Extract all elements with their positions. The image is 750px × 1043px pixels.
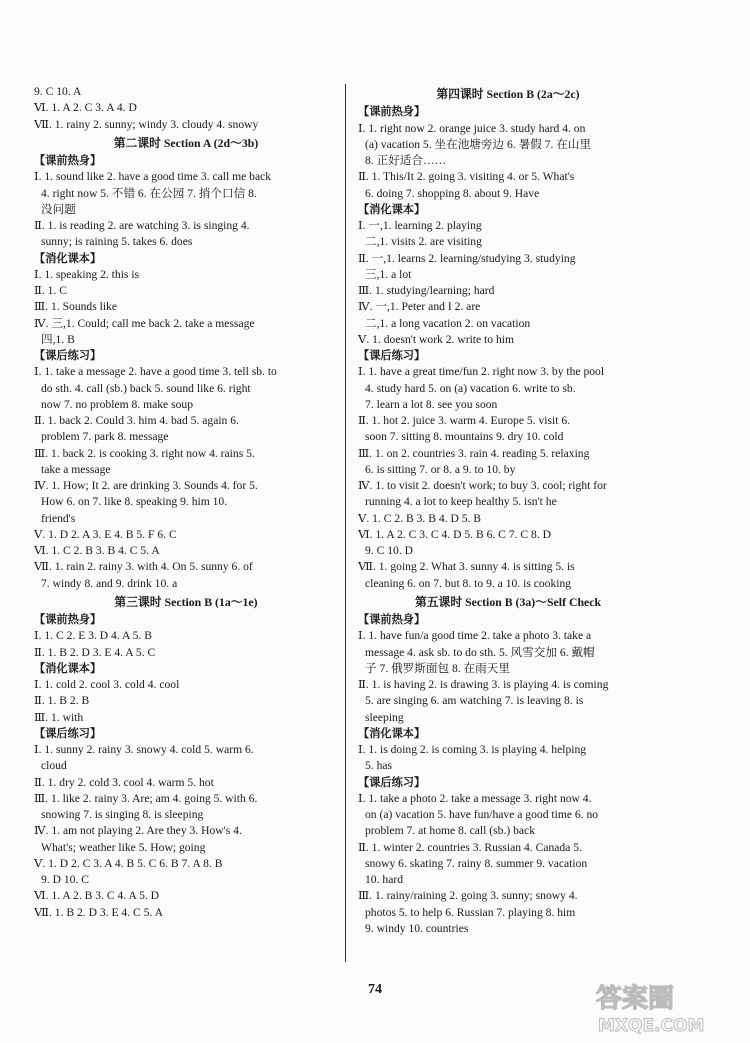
section-tag: 【课后练习】 (34, 350, 102, 362)
answer-line: Ⅳ. 1. am not playing 2. Are they 3. How's 4. (34, 824, 242, 838)
answer-line: Ⅰ. 1. sound like 2. have a good time 3. call me back (34, 170, 272, 184)
answer-line-cont: 子 7. 俄罗斯面包 8. 在雨天里 (365, 661, 510, 675)
watermark-logo (590, 977, 740, 1037)
answer-line-cont: now 7. no problem 8. make soup (41, 397, 193, 411)
answer-line: Ⅶ. 1. rain 2. rainy 3. with 4. On 5. sunny 6. of (34, 560, 253, 574)
answer-line-cont: 5. has (365, 759, 393, 773)
answer-line-cont: friend's (41, 511, 76, 525)
answer-line-cont: running 4. a lot to keep healthy 5. isn't he (365, 495, 557, 509)
answer-line-cont: 10. hard (365, 873, 403, 886)
right-column (358, 84, 658, 937)
lesson-heading: 第五课时 Section B (3a)～Self Check (414, 594, 602, 609)
answer-line: Ⅵ. 1. A 2. B 3. C 4. A 5. D (34, 889, 160, 903)
section-tag: 【课后练习】 (34, 727, 102, 740)
answer-line: Ⅱ. 1. C (34, 284, 68, 297)
answer-line: Ⅰ. 1. have a great time/fun 2. right now 3. by the pool (358, 365, 605, 379)
answer-line-cont: 9. windy 10. countries (365, 921, 469, 935)
answer-line: Ⅲ. 1. studying/learning; hard (358, 284, 495, 297)
watermark-text: 答案圈 (596, 984, 675, 1014)
answer-line: Ⅰ. 1. speaking 2. this is (34, 267, 140, 281)
answer-line: Ⅱ. 1. hot 2. juice 3. warm 4. Europe 5. visit 6. (358, 414, 571, 427)
answer-line-cont: sunny; is raining 5. takes 6. does (41, 235, 193, 249)
answer-line-cont: snowing 7. is singing 8. is sleeping (41, 808, 204, 821)
answer-line: Ⅱ. 1. is having 2. is drawing 3. is playing 4. is coming (358, 678, 609, 691)
section-tag: 【课后练习】 (358, 776, 426, 789)
answer-line: Ⅰ. 1. take a photo 2. take a message 3. right now 4. (358, 791, 592, 805)
answer-line: Ⅳ. 三,1. Could; call me back 2. take a message (34, 316, 255, 330)
section-tag: 【消化课本】 (358, 727, 426, 740)
answer-line-cont: 6. is sitting 7. or 8. a 9. to 10. by (365, 462, 516, 476)
section-tag: 【课前热身】 (34, 614, 102, 626)
answer-line-cont: snowy 6. skating 7. rainy 8. summer 9. vacation (365, 856, 588, 870)
answer-line: Ⅰ. 1. cold 2. cool 3. cold 4. cool (34, 678, 180, 691)
answer-line: Ⅱ. 一,1. learns 2. learning/studying 3. studying (358, 251, 576, 265)
answer-line: Ⅲ. 1. rainy/raining 2. going 3. sunny; snowy 4. (358, 889, 578, 903)
answer-line-cont: message 4. ask sb. to do sth. 5. 风雪交加 6. 戴帽 (365, 645, 595, 659)
answer-line: 9. C 10. A (34, 85, 82, 98)
section-tag: 【消化课本】 (34, 662, 102, 675)
answer-line-cont: sleeping (365, 710, 404, 724)
answer-line: Ⅶ. 1. rainy 2. sunny; windy 3. cloudy 4. snowy (34, 117, 259, 131)
answer-line: Ⅲ. 1. on 2. countries 3. rain 4. reading 5. relaxing (358, 446, 590, 460)
answer-line: Ⅰ. 1. C 2. E 3. D 4. A 5. B (34, 629, 152, 643)
answer-line: Ⅰ. 1. right now 2. orange juice 3. study hard 4. on (358, 121, 586, 135)
answer-line: Ⅴ. 1. D 2. A 3. E 4. B 5. F 6. C (34, 527, 177, 541)
answer-line-cont: What's; weather like 5. How; going (41, 840, 206, 854)
section-tag: 【消化课本】 (358, 203, 426, 216)
answer-line-cont: 四,1. B (41, 332, 75, 346)
answer-line: Ⅵ. 1. A 2. C 3. C 4. D 5. B 6. C 7. C 8. D (358, 527, 552, 541)
answer-line-cont: 二,1. visits 2. are visiting (365, 235, 482, 249)
left-column (34, 84, 338, 921)
answer-line-cont: do sth. 4. call (sb.) back 5. sound like 6. right (41, 381, 251, 395)
section-tag: 【课前热身】 (358, 614, 426, 626)
answer-line: Ⅱ. 1. is reading 2. are watching 3. is singing 4. (34, 219, 250, 232)
answer-line: Ⅲ. 1. like 2. rainy 3. Are; am 4. going 5. with 6. (34, 791, 258, 805)
lesson-heading: 第四课时 Section B (2a～2c) (436, 87, 580, 101)
answer-line: Ⅱ. 1. back 2. Could 3. him 4. bad 5. again 6. (34, 414, 239, 427)
answer-line: Ⅱ. 1. winter 2. countries 3. Russian 4. Canada 5. (358, 840, 582, 854)
answer-line-cont: How 6. on 7. like 8. speaking 9. him 10. (41, 495, 228, 509)
answer-line-cont: 7. windy 8. and 9. drink 10. a (41, 576, 178, 590)
answer-line-cont: cloud (41, 759, 67, 773)
lesson-heading: 第三课时 Section B (1a～1e) (114, 594, 258, 609)
answer-line-cont: (a) vacation 5. 坐在池塘旁边 6. 暑假 7. 在山里 (365, 137, 592, 151)
answer-line-cont: soon 7. sitting 8. mountains 9. dry 10. cold (365, 430, 564, 444)
section-tag: 【消化课本】 (34, 252, 102, 265)
answer-line: Ⅱ. 1. This/It 2. going 3. visiting 4. or 5. What's (358, 170, 575, 184)
answer-line: Ⅰ. 一,1. learning 2. playing (358, 219, 482, 232)
answer-line: Ⅲ. 1. Sounds like (34, 300, 118, 314)
answer-line-cont: on (a) vacation 5. have fun/have a good time 6. no (365, 808, 599, 821)
answer-line: Ⅴ. 1. doesn't work 2. write to him (358, 332, 515, 346)
answer-line: Ⅶ. 1. B 2. D 3. E 4. C 5. A (34, 905, 163, 919)
answer-line-cont: 4. study hard 5. on (a) vacation 6. write to sb. (365, 381, 576, 395)
page-number: 74 (368, 982, 382, 997)
lesson-heading: 第二课时 Section A (2d～3b) (113, 135, 259, 150)
column-divider (345, 84, 346, 962)
answer-line: Ⅴ. 1. C 2. B 3. B 4. D 5. B (358, 511, 482, 525)
answer-line-cont: 7. learn a lot 8. see you soon (365, 397, 498, 411)
answer-line-cont: 5. are singing 6. am watching 7. is leaving 8. is (365, 694, 584, 708)
answer-line: Ⅱ. 1. B 2. B (34, 694, 90, 708)
answer-line: Ⅳ. 1. to visit 2. doesn't work; to buy 3. cool; right for (358, 479, 607, 492)
answer-line-cont: take a message (41, 462, 111, 476)
answer-line: Ⅰ. 1. have fun/a good time 2. take a photo 3. take a (358, 629, 592, 643)
answer-line-cont: 没问题 (41, 202, 76, 216)
answer-line-cont: 9. D 10. C (41, 873, 89, 886)
answer-line-cont: 二,1. a long vacation 2. on vacation (365, 316, 531, 330)
answer-line: Ⅴ. 1. D 2. C 3. A 4. B 5. C 6. B 7. A 8. B (34, 856, 223, 870)
answer-line: Ⅲ. 1. back 2. is cooking 3. right now 4. rains 5. (34, 446, 255, 460)
answer-line-cont: 8. 正好适合…… (365, 154, 447, 167)
section-tag: 【课前热身】 (34, 155, 102, 167)
answer-line: Ⅵ. 1. C 2. B 3. B 4. C 5. A (34, 544, 160, 557)
answer-line: Ⅱ. 1. B 2. D 3. E 4. A 5. C (34, 645, 156, 659)
answer-line-cont: 三,1. a lot (365, 267, 412, 281)
answer-line: Ⅵ. 1. A 2. C 3. A 4. D (34, 101, 137, 115)
answer-line: Ⅰ. 1. take a message 2. have a good time 3. tell sb. to (34, 365, 277, 379)
answer-line-cont: 4. right now 5. 不错 6. 在公园 7. 捎个口信 8. (41, 186, 257, 200)
answer-line-cont: problem 7. park 8. message (41, 430, 169, 444)
answer-line-cont: photos 5. to help 6. Russian 7. playing 8. him (365, 905, 576, 919)
answer-line: Ⅱ. 1. dry 2. cold 3. cool 4. warm 5. hot (34, 775, 214, 789)
answer-line-cont: 6. doing 7. shopping 8. about 9. Have (365, 186, 540, 200)
answer-line: Ⅰ. 1. is doing 2. is coming 3. is playing 4. helping (358, 743, 587, 756)
answer-line: Ⅳ. 1. How; It 2. are drinking 3. Sounds 4. for 5. (34, 479, 258, 492)
answer-line: Ⅳ. 一,1. Peter and I 2. are (358, 300, 481, 314)
section-tag: 【课前热身】 (358, 106, 426, 119)
watermark-url: MXQE.COM (598, 1016, 705, 1036)
answer-line: Ⅰ. 1. sunny 2. rainy 3. snowy 4. cold 5. warm 6. (34, 743, 254, 756)
answer-line: Ⅲ. 1. with (34, 710, 84, 724)
answer-line-cont: cleaning 6. on 7. but 8. to 9. a 10. is cooking (365, 576, 572, 590)
answer-line-cont: 9. C 10. D (365, 544, 413, 557)
section-tag: 【课后练习】 (358, 350, 426, 362)
answer-line: Ⅶ. 1. going 2. What 3. sunny 4. is sitting 5. is (358, 560, 575, 574)
answer-line-cont: problem 7. at home 8. call (sb.) back (365, 824, 535, 838)
